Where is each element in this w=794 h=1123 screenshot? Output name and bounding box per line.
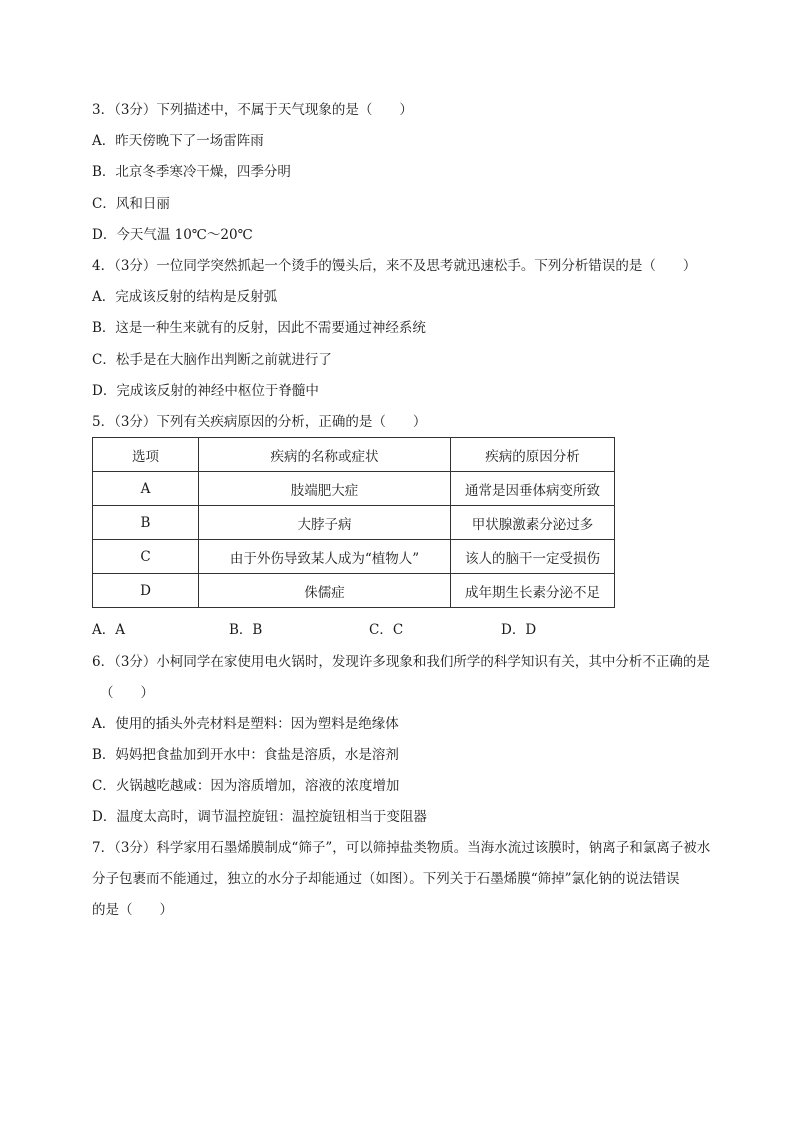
question-6-stem-continued: （ ）	[100, 685, 154, 701]
table-header-cell: 疾病的名称或症状	[199, 438, 451, 472]
table-cell: 大脖子病	[199, 506, 451, 540]
question-6-option-b: B．妈妈把食盐加到开水中：食盐是溶质，水是溶剂	[92, 747, 399, 763]
table-cell: 肢端肥大症	[199, 472, 451, 506]
table-row	[93, 540, 615, 574]
question-7-stem-line-3: 的是（ ）	[92, 902, 173, 918]
question-4-option-b: B．这是一种生来就有的反射，因此不需要通过神经系统	[92, 320, 426, 336]
question-5-answer-b: B．B	[229, 622, 263, 638]
question-6-stem: 6．（3分）小柯同学在家使用电火锅时，发现许多现象和我们所学的科学知识有关，其中分析不正确的是	[92, 654, 710, 670]
question-5-answer-a: A．A	[92, 622, 125, 638]
question-5-stem: 5．（3分）下列有关疾病原因的分析，正确的是（ ）	[92, 414, 427, 430]
table-cell: A	[93, 472, 199, 506]
table-cell: C	[93, 540, 199, 574]
table-cell: B	[93, 506, 199, 540]
table-cell: D	[93, 574, 199, 608]
question-3-option-c: C．风和日丽	[92, 196, 170, 212]
table-cell: 由于外伤导致某人成为“植物人”	[199, 540, 451, 574]
table-cell: 该人的脑干一定受损伤	[451, 540, 615, 574]
table-header-cell: 疾病的原因分析	[451, 438, 615, 472]
question-5-answer-row	[92, 620, 612, 640]
question-4-option-a: A．完成该反射的结构是反射弧	[92, 289, 278, 305]
question-4-stem: 4．（3分）一位同学突然抓起一个烫手的馒头后，来不及思考就迅速松手。下列分析错误的是（ ）	[92, 258, 697, 274]
question-6-option-a: A．使用的插头外壳材料是塑料：因为塑料是绝缘体	[92, 716, 399, 732]
table-cell: 甲状腺激素分泌过多	[451, 506, 615, 540]
table-header-row	[93, 438, 615, 472]
question-7-stem-line-2: 分子包裹而不能通过，独立的水分子却能通过（如图）。下列关于石墨烯膜“筛掉”氯化钠的说法错误	[92, 871, 680, 887]
table-cell: 通常是因垂体病变所致	[451, 472, 615, 506]
question-4-option-c: C．松手是在大脑作出判断之前就进行了	[92, 352, 332, 368]
question-5-answer-c: C．C	[369, 622, 404, 638]
table-header-cell: 选项	[93, 438, 199, 472]
question-7-stem: 7．（3分）科学家用石墨烯膜制成“筛子”，可以筛掉盐类物质。当海水流过该膜时，钠离子和氯离子被水	[92, 840, 711, 856]
table-row	[93, 574, 615, 608]
table-row	[93, 506, 615, 540]
question-3-stem: 3．（3分）下列描述中，不属于天气现象的是（ ）	[92, 102, 413, 118]
question-3-option-b: B．北京冬季寒冷干燥，四季分明	[92, 164, 291, 180]
question-3-option-a: A．昨天傍晚下了一场雷阵雨	[92, 133, 264, 149]
table-cell: 侏儒症	[199, 574, 451, 608]
question-6-option-c: C．火锅越吃越咸：因为溶质增加，溶液的浓度增加	[92, 778, 400, 794]
question-5-answer-d: D．D	[501, 622, 537, 638]
table-cell: 成年期生长素分泌不足	[451, 574, 615, 608]
table-row	[93, 472, 615, 506]
disease-analysis-table	[92, 437, 615, 608]
question-6-option-d: D．温度太高时，调节温控旋钮：温控旋钮相当于变阻器	[92, 809, 427, 825]
question-4-option-d: D．完成该反射的神经中枢位于脊髓中	[92, 383, 319, 399]
question-3-option-d: D．今天气温 10℃～20℃	[92, 227, 253, 243]
